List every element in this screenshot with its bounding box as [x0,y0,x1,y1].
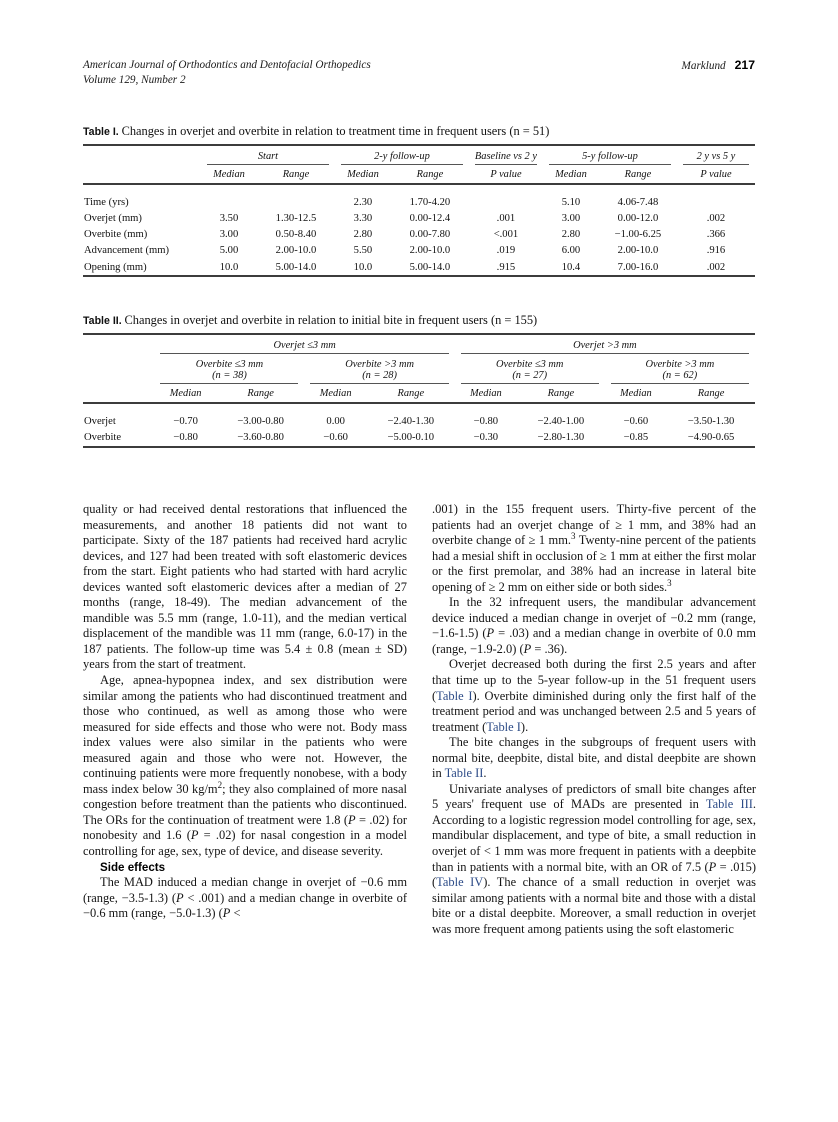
row-label: Overbite [84,431,122,443]
paragraph-text: = .015) ( [432,859,756,890]
cell: −0.70 [173,415,198,427]
cell: 5.00 [219,245,239,257]
running-head [83,58,755,87]
statistic-symbol: P [348,812,356,827]
cell: 0.00-12.4 [409,212,451,224]
cell: .001 [496,212,516,224]
journal-name: American Journal of Orthodontics and Dentofacial Orthopedics [83,59,371,71]
running-head-journal [83,58,371,87]
table-two-label: Table II. [83,315,122,327]
table-four-reference-link[interactable]: Table IV [436,875,484,890]
table-one-reference-link[interactable]: Table I [486,719,521,734]
row-label: Overjet [84,415,116,427]
table-row [83,210,755,226]
table-one-col-range-5y: Range [624,169,652,180]
table-two-reference-link[interactable]: Table II [444,766,484,781]
paragraph-text: = .02) for nasal congestion in a model controlling for age, sex, type of device, and disease severity. [83,828,407,859]
table-two-col-median-2: Median [319,388,352,399]
cell: 2.00-10.0 [275,245,317,257]
paragraph-text: The MAD induced a median change in overjet of −0.6 mm (range, −3.5-1.3) ( [83,875,407,905]
table-two-subgroup-1: Overbite ≤3 mm (n = 38) [154,356,304,386]
cell: 6.00 [561,245,581,257]
cell: −4.90-0.65 [687,431,735,443]
paragraph-text: < [230,906,241,921]
body-text [83,502,756,1082]
table-row [83,413,755,429]
page-number: 217 [734,58,755,72]
cell: −0.30 [473,431,499,443]
cell: 2.80 [561,229,581,241]
table-two-subgroup-4: Overbite >3 mm (n = 62) [605,356,755,386]
table-one-group-2y: 2-y follow-up [335,145,469,167]
table-one-col-median-2y: Median [347,169,379,180]
cell: <.001 [493,229,519,241]
table-two-subheader-row [83,386,755,403]
table-two-subgroup-2: Overbite >3 mm (n = 28) [304,356,454,386]
table-two-col-median-4: Median [620,388,652,399]
table-one-subheader-row [83,167,755,184]
table-row [83,194,755,210]
paragraph-text: Age, apnea-hypopnea index, and sex distribution were similar among the patients who had discontinued treatment and those who continued, as well as among those who were measured for side effects and those who were not. Body mass index values were also similar in the patients who were measured again and those who were not. However, the continuing patients were more frequently nonobese, with a body mass index below 30 kg/m [83,673,407,796]
paragraph-text: .001) in the 155 frequent users. Thirty-five percent of the patients had an overjet change of ≥ 1 mm, and 38% had an overbite change of ≥ 1 mm. [432,502,756,548]
statistic-symbol: P [708,859,717,874]
cell: −3.50-1.30 [687,415,735,427]
table-two-col-median-1: Median [169,388,202,399]
paragraph-text: < .001) and a median change in overbite of −0.6 mm (range, −5.0-1.3) ( [83,890,408,921]
paragraph [83,875,407,922]
table-one-col-range-2y: Range [416,169,444,180]
table-one-group-5y: 5-y follow-up [543,145,677,167]
table-one-col-median-start: Median [213,169,245,180]
statistic-symbol: P [486,626,495,641]
statistic-symbol: P [222,906,231,921]
table-two-col-range-2: Range [397,388,425,399]
table-two-group-overjet-le3: Overjet ≤3 mm [154,334,454,356]
table-one-col-range-start: Range [282,169,310,180]
cell [257,194,335,210]
paragraph-text: ). [520,719,529,734]
journal-volume: Volume 129, Number 2 [83,73,186,86]
cell: 5.00-14.0 [409,261,451,273]
cell: 0.00 [326,415,345,427]
paragraph-text: In the 32 infrequent users, the mandibular advancement device induced a median change in overjet of −0.2 mm (range, −1.6-1.5) ( [432,595,756,641]
table-two-group-overjet-gt3: Overjet >3 mm [455,334,755,356]
statistic-symbol: P [176,890,184,905]
table-one-block [83,124,755,277]
table-row [83,429,755,446]
paragraph-text: = .03) and a median change in overbite of 0.0 mm (range, −1.9-2.0) ( [432,626,756,656]
cell: 0.50-8.40 [275,229,317,241]
cell: −3.60-0.80 [237,431,284,443]
cell: 2.00-10.0 [617,245,659,257]
cell: .916 [706,245,726,257]
paragraph [83,502,407,673]
table-row [83,259,755,276]
table-one-label: Table I. [83,126,119,138]
table-two-col-median-3: Median [469,388,502,399]
paragraph-text: . [483,766,487,781]
row-label: Time (yrs) [84,196,129,208]
row-label: Advancement (mm) [84,245,170,257]
row-label: Overjet (mm) [84,212,142,224]
table-two-mid-group-row [83,356,755,386]
cell: .019 [496,245,516,257]
paragraph-text: quality or had received dental restorations that influenced the measurements, and another 18 patients did not want to participate. Sixty of the 187 patients had received hard acrylic devices, and 127 had been treated with soft elastomeric devices from the start. Eight patients who had started with hard acrylic devices wanted soft elastomeric devices after a median of 27 months (range, 18-49). The median advancement of the mandible was 5.5 mm (range, 1.0-11), and the median vertical displacement of the mandible was 11 mm (range, 6.0-17) in the 187 patients. The follow-up time was 5.4 ± 0.8 (mean ± SD) years from the start of treatment. [83,502,407,672]
cell: −2.40-1.30 [387,415,435,427]
table-one-group-baseline-vs-2y: Baseline vs 2 y [469,145,543,167]
cell: 1.30-12.5 [275,212,317,224]
cell: −0.80 [173,431,198,443]
cell: 5.50 [353,245,373,257]
paragraph-text: ). The chance of a small reduction in overjet was similar among patients with a normal bite and those with a distal bite or a distal deepbite. Moreover, a small reduction in overjet was more frequent among patients using the soft elastomeric [432,875,756,936]
cell: 10.0 [353,261,373,273]
table-one-title: Changes in overjet and overbite in relation to treatment time in frequent users (n = 51) [121,124,550,138]
table-two-spacer [83,403,755,413]
cell: 0.00-12.0 [617,212,659,224]
table-one-col-median-5y: Median [555,169,587,180]
cell: 3.50 [219,212,239,224]
running-head-author-page [682,58,755,74]
paragraph-text: ; they also complained of more nasal congestion before treatment than the patients who discontinued. The ORs for the continuation of treatment were 1.8 ( [83,781,407,827]
cell: .002 [706,212,726,224]
table-row [83,243,755,259]
cell: −0.80 [473,415,499,427]
paragraph [432,502,756,595]
cell: −5.00-0.10 [387,431,435,443]
cell: .002 [706,261,726,273]
table-two-top-group-row [83,334,755,356]
table-two-subgroup-3: Overbite ≤3 mm (n = 27) [455,356,605,386]
cell: 5.00-14.0 [275,261,317,273]
paragraph [83,673,407,860]
paragraph-text: Twenty-nine percent of the patients had a mesial shift in occlusion of ≥ 1 mm at either the first molar or the first premolar, and 38% had an increase in lateral bite opening of ≥ 2 mm on either side or both sides. [432,533,756,594]
paragraph [432,657,756,735]
table-three-reference-link[interactable]: Table III [705,797,753,812]
table-two-title: Changes in overjet and overbite in relation to initial bite in frequent users (n = 155) [124,313,538,327]
paragraph [432,595,756,657]
cell: 1.70-4.20 [409,196,451,208]
cell: 4.06-7.48 [617,196,659,208]
paragraph-text: The bite changes in the subgroups of frequent users with normal bite, deepbite, distal bite, and distal deepbite are shown in [432,735,756,781]
paragraph-text: Univariate analyses of predictors of small bite changes after 5 years' frequent use of MADs are presented in [432,781,756,812]
table-one [83,144,755,277]
statistic-symbol: P [523,641,532,656]
table-two-col-range-4: Range [697,388,725,399]
row-label: Overbite (mm) [84,229,148,241]
cell: −1.00-6.25 [614,229,662,241]
paragraph [432,735,756,782]
cell: −2.40-1.00 [537,415,585,427]
author-name: Marklund [681,60,726,72]
row-label: Opening (mm) [84,261,147,273]
table-one-body [83,184,755,276]
table-two-body [83,403,755,447]
cell: −2.80-1.30 [537,431,585,443]
paragraph [432,782,756,937]
table-one-spacer [83,184,755,194]
statistic-symbol: P [190,828,199,843]
table-two-caption [83,313,755,329]
cell: 2.00-10.0 [409,245,451,257]
citation-superscript: 3 [571,530,576,541]
table-one-reference-link[interactable]: Table I [436,688,473,703]
table-two-col-range-3: Range [547,388,575,399]
superscript: 2 [217,779,223,790]
table-one-caption [83,124,755,140]
section-subheading: Side effects [100,860,166,874]
cell: 0.00-7.80 [409,229,451,241]
cell: 3.00 [561,212,581,224]
cell [677,194,755,210]
cell [469,194,543,210]
table-one-col-pvalue-2: P value [700,169,732,180]
citation-superscript: 3 [667,577,672,588]
table-one-group-start: Start [201,145,335,167]
cell: 7.00-16.0 [617,261,659,273]
paragraph-text: = .36). [531,641,568,656]
cell: 10.0 [219,261,239,273]
paragraph-text: ). Overbite diminished during only the first half of the treatment period and was unchanged between 2.5 and 5 years of treatment ( [432,688,756,734]
cell: .366 [706,229,726,241]
cell: 5.10 [561,196,581,208]
paragraph-text: = .02) for nonobesity and 1.6 ( [83,812,407,843]
table-two-block [83,313,755,448]
table-one-group-2y-vs-5y: 2 y vs 5 y [677,145,755,167]
right-column [432,502,756,1082]
cell: .915 [496,261,516,273]
cell: 2.30 [353,196,373,208]
cell: −3.00-0.80 [237,415,284,427]
cell: 3.00 [219,229,239,241]
left-column [83,502,407,1082]
cell: 2.80 [353,229,373,241]
paragraph-text: . According to a logistic regression model controlling for age, sex, mandibular displacement, and type of bite, a small reduction in overjet of < 1 mm was more frequent in patients with a deepbite than in patients with a normal bite, with an OR of 7.5 ( [432,797,756,874]
cell: 3.30 [353,212,373,224]
table-one-col-pvalue-1: P value [490,169,522,180]
paragraph-text: Overjet decreased both during the first 2.5 years and after that time up to the 5-year follow-up in the 51 frequent users ( [432,657,756,703]
table-two [83,333,755,448]
table-one-group-header-row [83,145,755,167]
cell: −0.60 [623,415,649,427]
cell: −0.60 [323,431,348,443]
cell: −0.85 [623,431,649,443]
cell: 10.4 [561,261,581,273]
cell [201,194,257,210]
table-two-col-range-1: Range [247,388,274,399]
table-row [83,227,755,243]
